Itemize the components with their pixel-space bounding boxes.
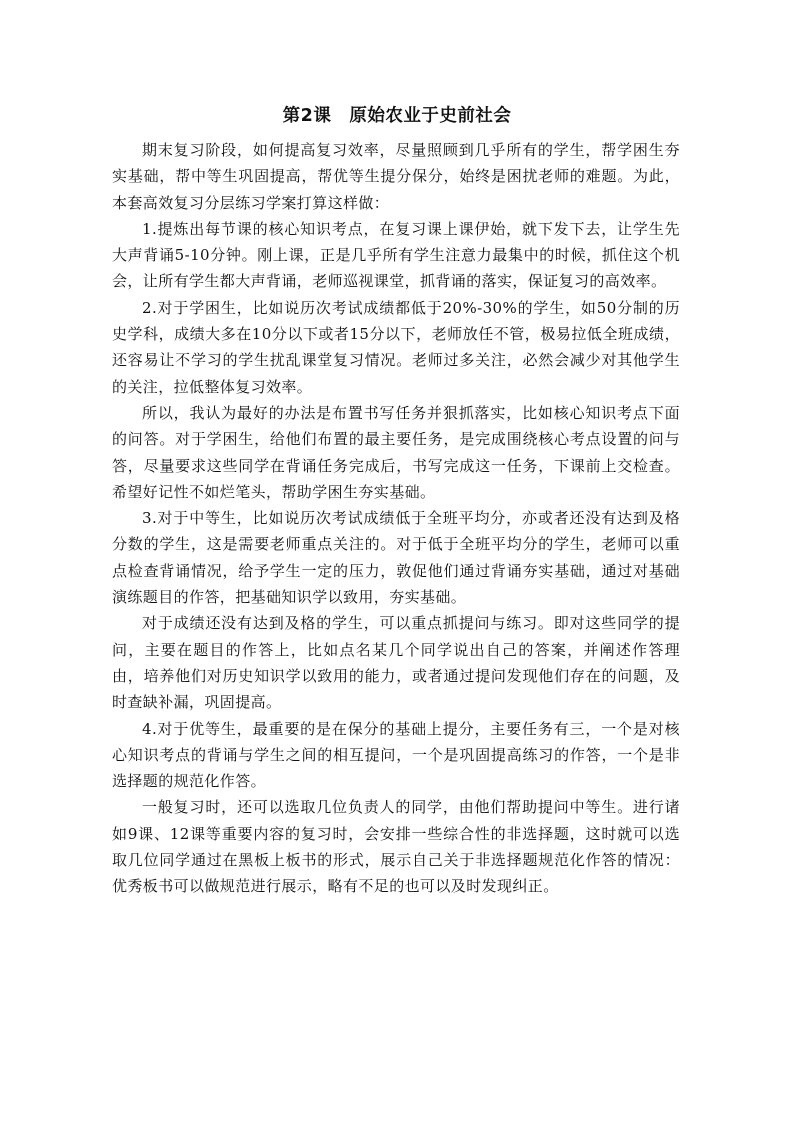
paragraph-point-2-method: 所以，我认为最好的办法是布置书写任务并狠抓落实，比如核心知识考点下面的问答。对于学困生，给他们布置的最主要任务，是完成围绕核心考点设置的问与答，尽量要求这些同学在背诵任务完成后，书写完成这一任务，下课前上交检查。希望好记性不如烂笔头，帮助学困生夯实基础。 — [112, 403, 680, 501]
paragraph-point-3: 3.对于中等生，比如说历次考试成绩低于全班平均分，亦或者还没有达到及格分数的学生，这是需要老师重点关注的。对于低于全班平均分的学生，老师可以重点检查背诵情况，给予学生一定的压力，敦促他们通过背诵夯实基础，通过对基础演练题目的作答，把基础知识学以致用，夯实基础。 — [112, 509, 680, 607]
paragraph-general-review: 一般复习时，还可以选取几位负责人的同学，由他们帮助提问中等生。进行诸如9课、12课等重要内容的复习时，会安排一些综合性的非选择题，这时就可以选取几位同学通过在黑板上板书的形式，展示自己关于非选择题规范化作答的情况：优秀板书可以做规范进行展示，略有不足的也可以及时发现纠正。 — [112, 798, 680, 896]
paragraph-point-1: 1.提炼出每节课的核心知识考点，在复习课上课伊始，就下发下去，让学生先大声背诵5-10分钟。刚上课，正是几乎所有学生注意力最集中的时候，抓住这个机会，让所有学生都大声背诵，老师巡视课堂，抓背诵的落实，保证复习的高效率。 — [112, 219, 680, 291]
paragraph-point-4: 4.对于优等生，最重要的是在保分的基础上提分，主要任务有三，一个是对核心知识考点的背诵与学生之间的相互提问，一个是巩固提高练习的作答，一个是非选择题的规范化作答。 — [112, 719, 680, 791]
paragraph-intro: 期末复习阶段，如何提高复习效率，尽量照顾到几乎所有的学生，帮学困生夯实基础，帮中等生巩固提高，帮优等生提分保分，始终是困扰老师的难题。为此，本套高效复习分层练习学案打算这样做： — [112, 141, 680, 212]
paragraph-point-2: 2.对于学困生，比如说历次考试成绩都低于20%-30%的学生，如50分制的历史学科，成绩大多在10分以下或者15分以下，老师放任不管，极易拉低全班成绩，还容易让不学习的学生扰乱课堂复习情况。老师过多关注，必然会减少对其他学生的关注，拉低整体复习效率。 — [112, 298, 680, 396]
paragraph-point-3-followup: 对于成绩还没有达到及格的学生，可以重点抓提问与练习。即对这些同学的提问，主要在题目的作答上，比如点名某几个同学说出自己的答案，并阐述作答理由，培养他们对历史知识学以致用的能力，或者通过提问发现他们存在的问题，及时查缺补漏，巩固提高。 — [112, 614, 680, 712]
document-body — [112, 137, 680, 900]
page-title: 第2课 原始农业于史前社会 — [282, 106, 512, 126]
